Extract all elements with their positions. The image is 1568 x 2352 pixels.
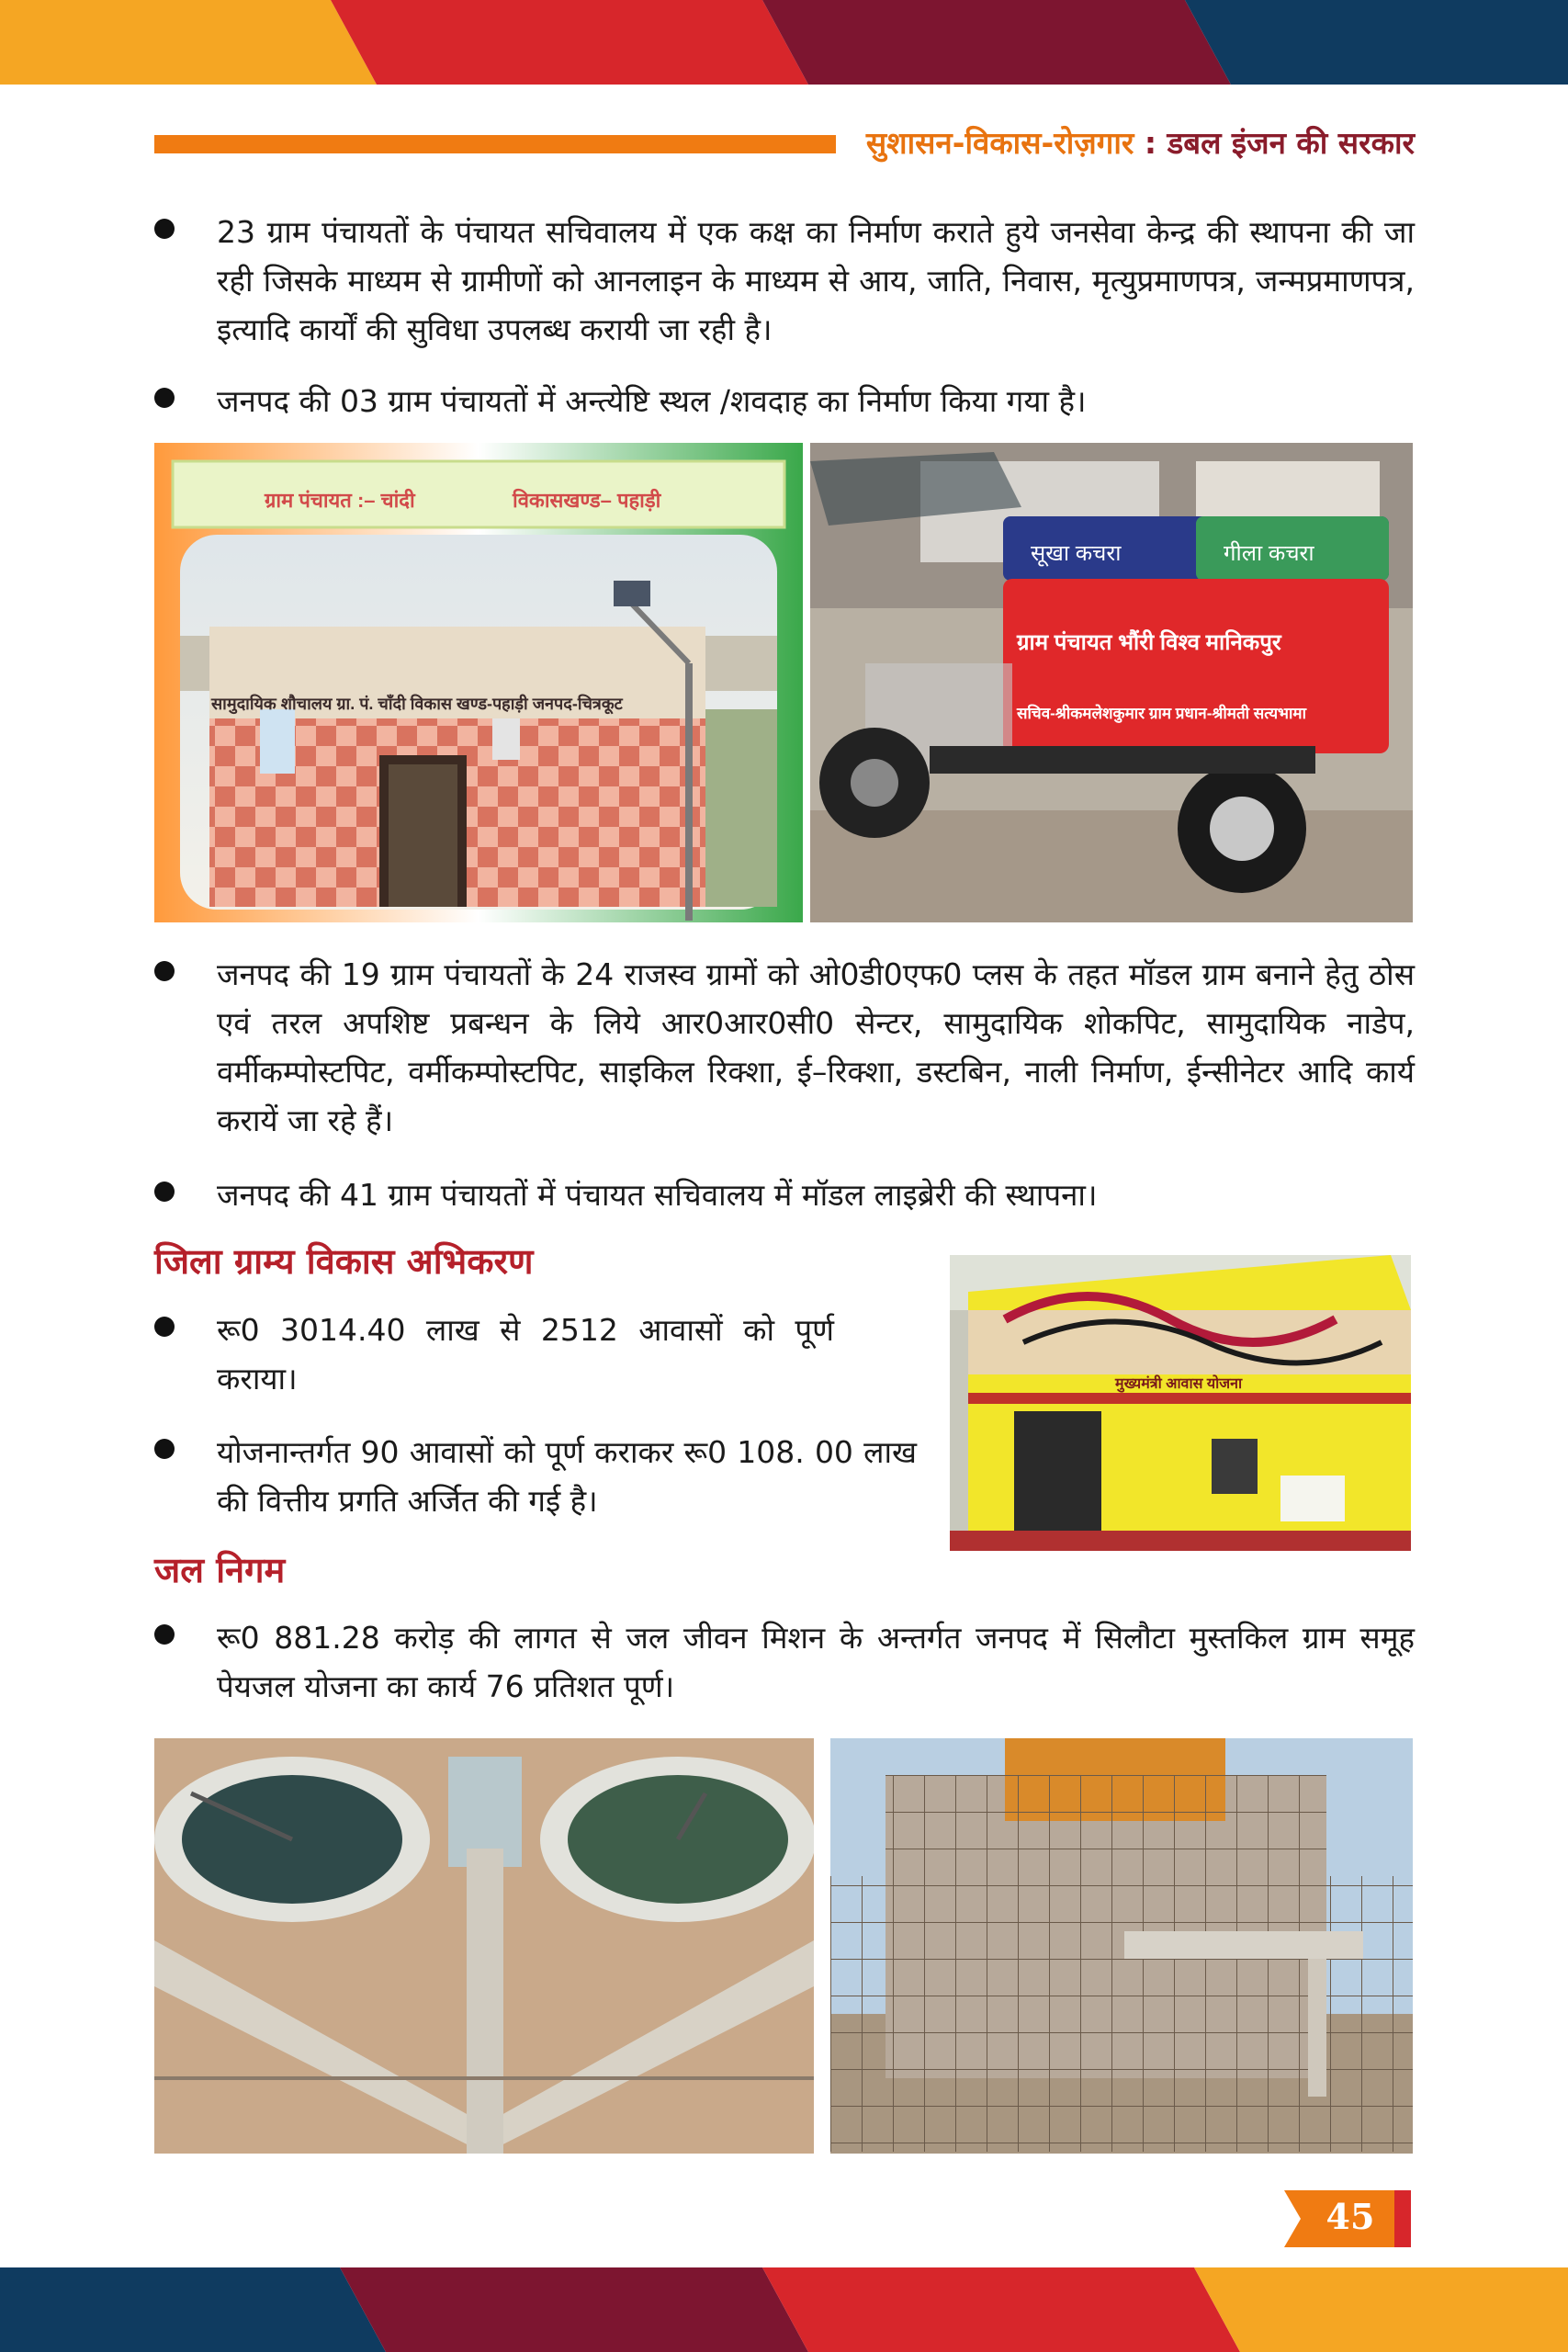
bullet-text: 23 ग्राम पंचायतों के पंचायत सचिवालय में एक कक्ष का निर्माण कराते हुये जनसेवा केन्द्र की स्थापना की जा रही जिसके माध्यम से ग्रामीणों को आनलाइन के माध्यम से आय, जाति, निवास, मृत्युप्रमाणपत्र, जन्मप्रमाणपत्र, इत्यादि कार्यों की सुविधा उपलब्ध करायी जा रही है। (217, 214, 1415, 347)
section-heading-jal-nigam: जल निगम (154, 1550, 286, 1590)
bullet-dot-icon (154, 1317, 175, 1337)
bullet-dot-icon (154, 219, 175, 239)
section-heading-drda: जिला ग्राम्य विकास अभिकरण (154, 1241, 534, 1282)
photo2-lid-dry-waste: सूखा कचरा (1031, 541, 1122, 566)
bullet-dot-icon (154, 1182, 175, 1202)
page-number: 45 (1325, 2196, 1375, 2237)
bullet-item (154, 1613, 1415, 1711)
bullet-text: रू0 3014.40 लाख से 2512 आवासों को पूर्ण कराया। (217, 1312, 834, 1396)
bottom-color-band (0, 2267, 1568, 2352)
photo-panchayat-building (154, 443, 803, 922)
photo1-banner-left: ग्राम पंचायत :– चांदी (265, 489, 415, 512)
bullet-item (154, 1428, 917, 1525)
bullet-dot-icon (154, 1624, 175, 1645)
photo-construction-site (830, 1738, 1413, 2154)
photo2-body-sub: सचिव-श्रीकमलेशकुमार ग्राम प्रधान-श्रीमती सत्यभामा (1017, 705, 1306, 722)
bullet-dot-icon (154, 388, 175, 408)
photo-water-treatment-plant (154, 1738, 814, 2154)
header-title-sub: : डबल इंजन की सरकार (1134, 125, 1415, 161)
bullet-item (154, 377, 1415, 425)
photo-erickshaw (810, 443, 1413, 922)
photo3-house-sign: मुख्यमंत्री आवास योजना (1115, 1376, 1243, 1392)
bullet-text: रू0 881.28 करोड़ की लागत से जल जीवन मिशन के अन्तर्गत जनपद में सिलौटा मुस्तकिल ग्राम समूह पेयजल योजना का कार्य 76 प्रतिशत पूर्ण। (217, 1620, 1415, 1704)
bullet-text: जनपद की 03 ग्राम पंचायतों में अन्त्येष्टि स्थल /शवदाह का निर्माण किया गया है। (217, 383, 1087, 419)
bullet-dot-icon (154, 961, 175, 981)
bullet-item (154, 1170, 1415, 1219)
bullet-text: जनपद की 41 ग्राम पंचायतों में पंचायत सचिवालय में मॉडल लाइब्रेरी की स्थापना। (217, 1177, 1098, 1213)
bullet-item (154, 208, 1415, 354)
bullet-text: जनपद की 19 ग्राम पंचायतों के 24 राजस्व ग्रामों को ओ0डी0एफ0 प्लस के तहत मॉडल ग्राम बनाने हेतु ठोस एवं तरल अपशिष्ट प्रबन्धन के लिये आर0आर0सी0 सेन्टर, सामुदायिक शोकपिट, सामुदायिक नाडेप, वर्मीकम्पोस्टपिट, वर्मीकम्पोस्टपिट, साइकिल रिक्शा, ई–रिक्शा, डस्टबिन, नाली निर्माण, ईन्सीनेटर आदि कार्य करायें जा रहे हैं। (217, 956, 1415, 1138)
bullet-dot-icon (154, 1439, 175, 1459)
photo1-banner-right: विकासखण्ड– पहाड़ी (513, 489, 661, 512)
photo-awas-house (950, 1255, 1411, 1551)
bullet-item (154, 950, 1415, 1145)
bullet-text: योजनान्तर्गत 90 आवासों को पूर्ण कराकर रू0 108. 00 लाख की वित्तीय प्रगति अर्जित की गई है। (217, 1434, 917, 1519)
header-title-main: सुशासन-विकास-रोज़गार (865, 125, 1134, 161)
header-rule (154, 135, 836, 153)
photo1-building-sign: सामुदायिक शौचालय ग्रा. पं. चाँदी विकास खण्ड-पहाड़ी जनपद-चित्रकूट (211, 695, 623, 713)
bullet-item (154, 1306, 834, 1403)
photo2-lid-wet-waste: गीला कचरा (1224, 541, 1314, 566)
photo2-body-title: ग्राम पंचायत भौंरी विश्व मानिकपुर (1017, 630, 1281, 655)
running-header (854, 121, 1415, 163)
top-color-band (0, 0, 1568, 85)
